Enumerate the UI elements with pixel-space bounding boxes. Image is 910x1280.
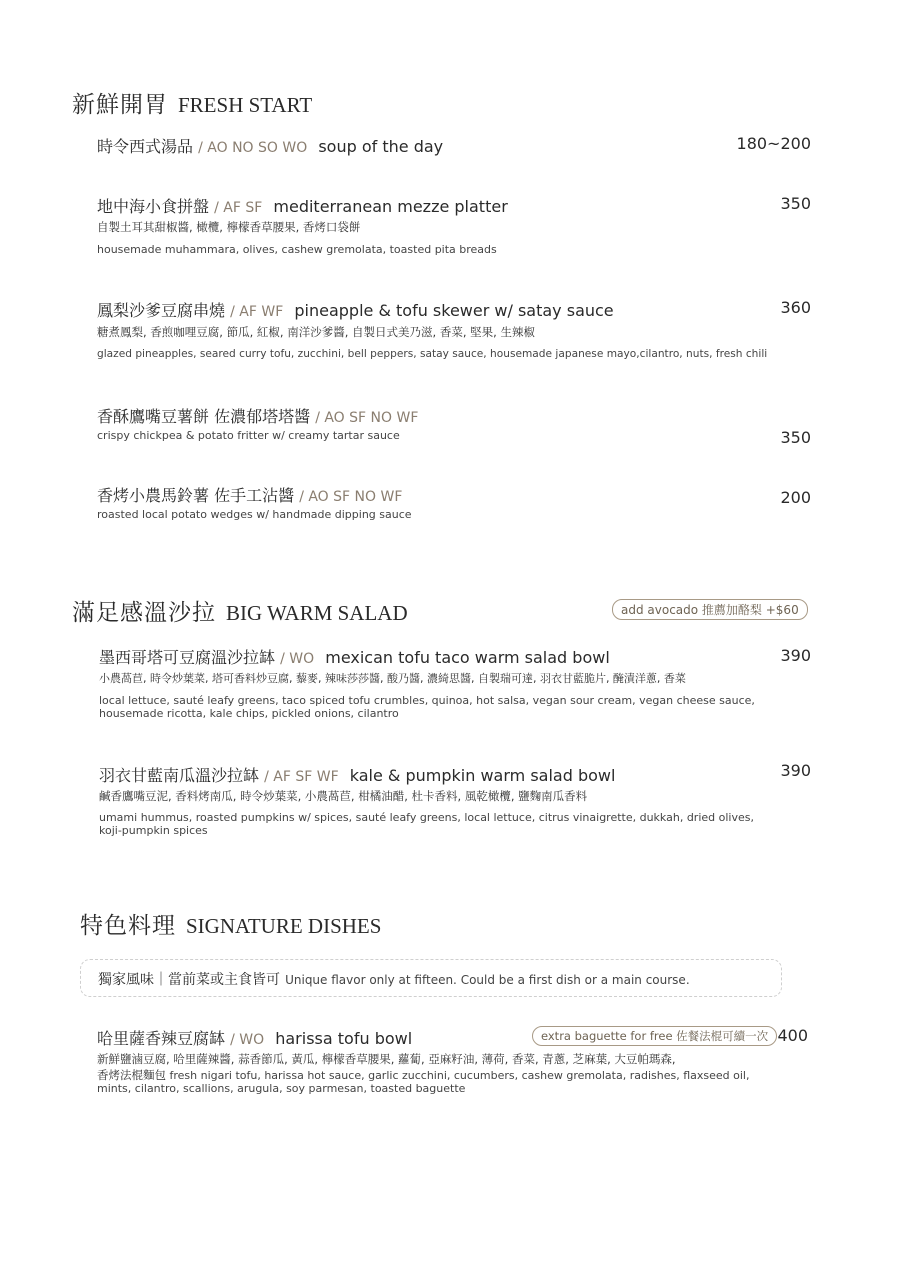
item-desc-en: umami hummus, roasted pumpkins w/ spices, sauté leafy greens, local lettuce, citrus vinaigrette, dukkah, dried olives, <box>99 811 754 824</box>
extra-baguette-pill: extra baguette for free 佐餐法棍可續一次 <box>532 1026 777 1046</box>
item-desc-zh: 鹹香鷹嘴豆泥, 香料烤南瓜, 時令炒葉菜, 小農萵苣, 柑橘油醋, 杜卡香料, 風乾橄欖, 鹽麴南瓜香料 <box>99 789 588 803</box>
item-desc-zh: 香烤法棍麵包 <box>97 1068 166 1082</box>
item-zh: 羽衣甘藍南瓜溫沙拉缽 <box>99 766 260 785</box>
item-zh: 哈里薩香辣豆腐缽 <box>97 1029 226 1048</box>
menu-item-title <box>97 483 402 506</box>
item-price: 180~200 <box>736 134 811 153</box>
item-desc-en: crispy chickpea & potato fritter w/ creamy tartar sauce <box>97 429 400 442</box>
item-price: 390 <box>780 646 811 665</box>
item-desc-en: housemade muhammara, olives, cashew gremolata, toasted pita breads <box>97 243 497 256</box>
diet-code: / AF SF <box>214 200 263 216</box>
signature-note <box>98 969 690 989</box>
diet-code: / AO NO SO WO <box>198 140 308 156</box>
addon-avocado-pill: add avocado 推薦加酪梨 +$60 <box>612 599 808 620</box>
item-price: 400 <box>777 1026 808 1045</box>
section-zh: 特色料理 <box>80 913 176 939</box>
note-en: Unique flavor only at fifteen. Could be a first dish or a main course. <box>285 973 690 987</box>
item-desc-zh: 新鮮鹽滷豆腐, 哈里薩辣醬, 蒜香節瓜, 黃瓜, 檸檬香草腰果, 蘿蔔, 亞麻籽油, 薄荷, 香菜, 青蔥, 芝麻葉, 大豆帕瑪森, <box>97 1052 676 1066</box>
diet-code: / WO <box>280 651 315 667</box>
item-zh: 鳳梨沙爹豆腐串燒 <box>97 301 226 320</box>
item-desc-en: koji-pumpkin spices <box>99 824 208 837</box>
item-desc-en: housemade ricotta, kale chips, pickled onions, cilantro <box>99 707 399 720</box>
item-desc-zh: 糖煮鳳梨, 香煎咖哩豆腐, 節瓜, 紅椒, 南洋沙爹醬, 自製日式美乃滋, 香菜, 堅果, 生辣椒 <box>97 325 535 339</box>
item-desc-en: glazed pineapples, seared curry tofu, zucchini, bell peppers, satay sauce, housemade japanese mayo,cilantro, nuts, fresh chili <box>97 348 768 360</box>
menu-item-title <box>97 1026 412 1049</box>
item-en: mexican tofu taco warm salad bowl <box>325 648 610 667</box>
item-price: 390 <box>780 761 811 780</box>
item-en: pineapple & tofu skewer w/ satay sauce <box>294 301 614 320</box>
section-en: FRESH START <box>178 93 313 117</box>
item-price: 350 <box>780 194 811 213</box>
section-zh: 滿足感溫沙拉 <box>72 600 216 626</box>
item-en: mediterranean mezze platter <box>273 197 508 216</box>
item-desc-zh: 自製土耳其甜椒醬, 橄欖, 檸檬香草腰果, 香烤口袋餅 <box>97 220 361 234</box>
item-desc-zh: 小農萵苣, 時令炒葉菜, 塔可香料炒豆腐, 藜麥, 辣味莎莎醬, 酸乃醬, 濃綺思醬, 自製瑞可達, 羽衣甘藍脆片, 醃漬洋蔥, 香菜 <box>99 672 686 685</box>
item-price: 200 <box>780 488 811 507</box>
item-zh: 墨西哥塔可豆腐溫沙拉缽 <box>99 648 276 667</box>
menu-item-title <box>97 194 508 217</box>
item-price: 350 <box>780 428 811 447</box>
menu-item-title <box>97 298 614 321</box>
menu-item-title <box>97 404 418 427</box>
item-en: soup of the day <box>318 137 444 156</box>
item-en: harissa tofu bowl <box>275 1029 413 1048</box>
diet-code: / AO SF NO WF <box>299 489 403 505</box>
section-heading-fresh-start <box>72 86 312 119</box>
diet-code: / AO SF NO WF <box>315 410 419 426</box>
section-en: SIGNATURE DISHES <box>186 914 382 938</box>
item-desc-en: roasted local potato wedges w/ handmade dipping sauce <box>97 508 412 521</box>
diet-code: / AF WF <box>230 304 284 320</box>
item-zh: 香酥鷹嘴豆薯餅 佐濃郁塔塔醬 <box>97 407 311 426</box>
note-zh: 獨家風味｜當前菜或主食皆可 <box>98 972 280 988</box>
item-price: 360 <box>780 298 811 317</box>
diet-code: / AF SF WF <box>264 769 339 785</box>
menu-item-title <box>97 134 443 157</box>
item-desc-en: local lettuce, sauté leafy greens, taco spiced tofu crumbles, quinoa, hot salsa, vegan sour cream, vegan cheese sauce, <box>99 694 755 707</box>
item-zh: 香烤小農馬鈴薯 佐手工沾醬 <box>97 486 295 505</box>
menu-item-title <box>99 645 610 668</box>
section-en: BIG WARM SALAD <box>226 601 408 625</box>
item-desc-en: mints, cilantro, scallions, arugula, soy parmesan, toasted baguette <box>97 1082 466 1095</box>
diet-code: / WO <box>230 1032 265 1048</box>
item-desc-en: fresh nigari tofu, harissa hot sauce, garlic zucchini, cucumbers, cashew gremolata, radishes, flaxseed oil, <box>169 1069 750 1082</box>
item-en: kale & pumpkin warm salad bowl <box>349 766 616 785</box>
menu-item-title <box>99 763 615 786</box>
item-zh: 時令西式湯品 <box>97 137 194 156</box>
section-heading-big-warm-salad <box>72 594 408 627</box>
item-zh: 地中海小食拼盤 <box>97 197 210 216</box>
section-heading-signature-dishes <box>80 907 381 940</box>
section-zh: 新鮮開胃 <box>72 92 168 118</box>
